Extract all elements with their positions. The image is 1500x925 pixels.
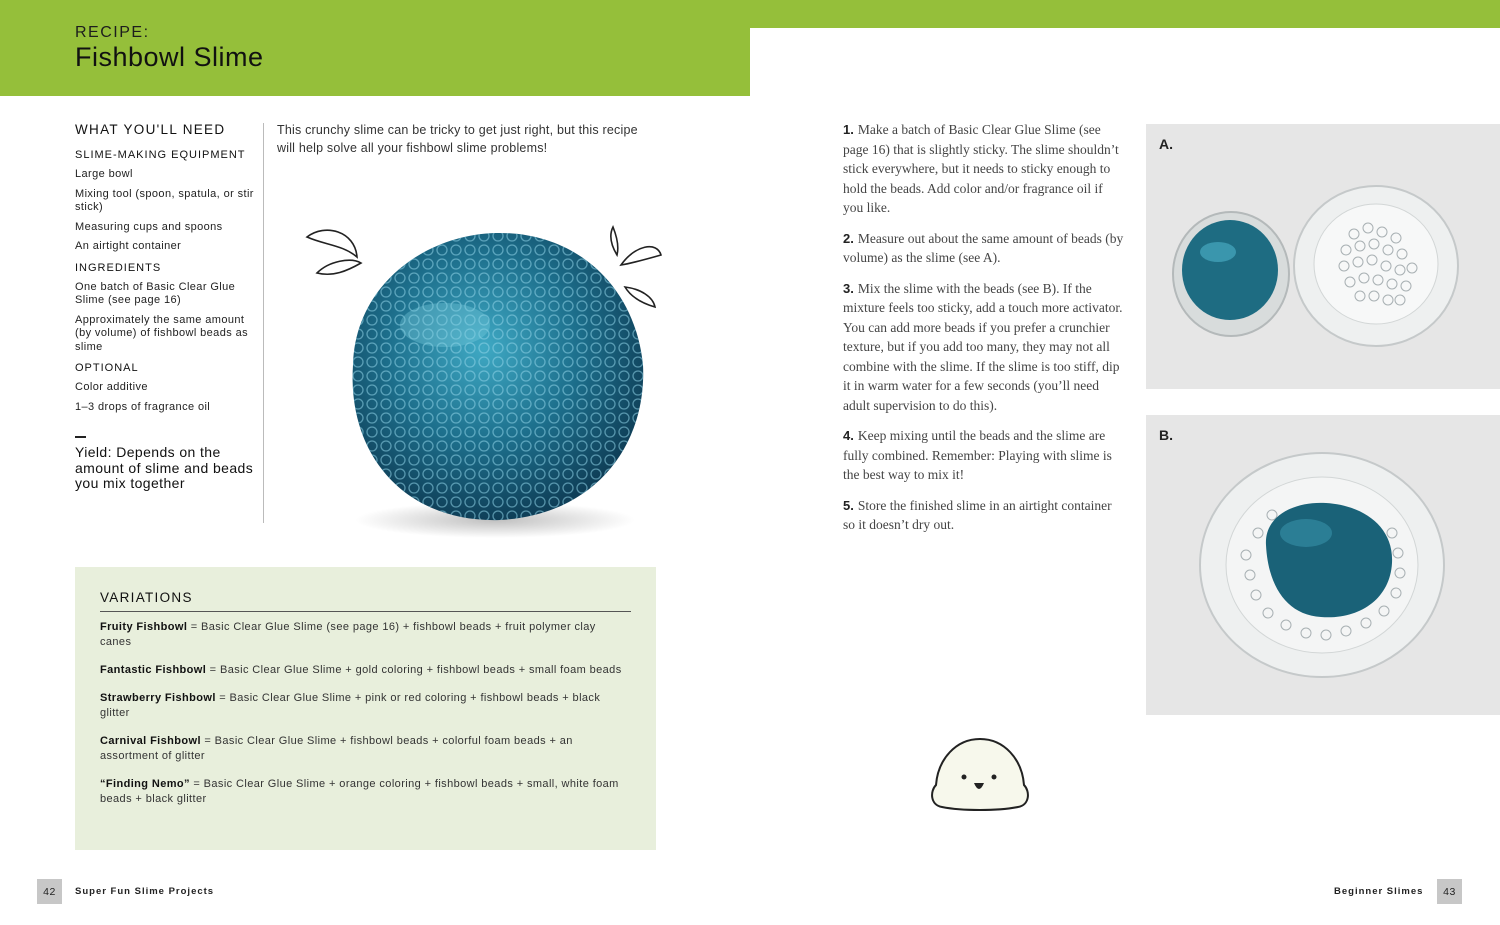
optional-item: Color additive (75, 381, 148, 393)
yield-divider (75, 436, 86, 438)
step-number: 5. (843, 497, 854, 513)
step-item (843, 279, 1125, 416)
variation-name: “Finding Nemo” (100, 778, 190, 790)
instruction-steps (843, 120, 1125, 546)
variation-name: Fruity Fishbowl (100, 621, 188, 633)
variation-name: Fantastic Fishbowl (100, 664, 207, 676)
optional-item: 1–3 drops of fragrance oil (75, 400, 211, 413)
page-number-left: 42 (37, 879, 62, 904)
variations-heading: VARIATIONS (100, 590, 631, 612)
what-you-need (75, 122, 255, 492)
optional-heading: OPTIONAL (75, 362, 139, 374)
variation-item (100, 734, 625, 764)
step-text: Mix the slime with the beads (see B). If the mixture feels too sticky, add a touch more activator. You can add more beads if you prefer a crunchier texture, but if you add too many, they may not all combine with the slime. If the slime is too stiff, dip it in warm water for a few seconds (you’ll need adult supervision to do this). (843, 280, 1123, 413)
equipment-item: Measuring cups and spoons (75, 220, 223, 233)
variation-item (100, 691, 625, 721)
ingredient-item: One batch of Basic Clear Glue Slime (see page 16) (75, 280, 236, 306)
fishbowl-slime-image (295, 215, 675, 545)
photo-a-label: A. (1159, 136, 1173, 152)
needs-heading: WHAT YOU'LL NEED (75, 122, 226, 137)
variation-item (100, 620, 625, 650)
equipment-heading: SLIME-MAKING EQUIPMENT (75, 149, 246, 161)
intro-text: This crunchy slime can be tricky to get just right, but this recipe will help solve all your fishbowl slime problems! (277, 123, 638, 155)
slime-and-beads-bowls-image (1146, 124, 1500, 389)
step-item (843, 120, 1125, 218)
yield-text: Yield: Depends on the amount of slime and beads you mix together (75, 444, 254, 491)
page-number-right: 43 (1437, 879, 1462, 904)
step-text: Store the finished slime in an airtight container so it doesn’t dry out. (843, 497, 1112, 532)
step-number: 4. (843, 428, 854, 443)
step-item (843, 496, 1125, 535)
slime-mixed-with-beads-image (1146, 415, 1500, 715)
step-text: Make a batch of Basic Clear Glue Slime (see page 16) that is slightly sticky. The slime shouldn’t stick everywhere, but it needs to sticky enough to hold the beads. Add color and/or fragrance oil if you like. (843, 122, 1119, 215)
variation-item (100, 777, 625, 807)
variation-text: = Basic Clear Glue Slime + fishbowl beads + colorful foam beads + an assortment of glitter (100, 735, 573, 762)
step-item (843, 426, 1125, 485)
step-item (843, 229, 1125, 268)
equipment-item: An airtight container (75, 240, 182, 252)
variation-text: = Basic Clear Glue Slime + orange coloring + fishbowl beads + small, white foam beads + black glitter (100, 778, 619, 805)
variation-text: = Basic Clear Glue Slime (see page 16) + fishbowl beads + fruit polymer clay canes (100, 621, 596, 648)
step-number: 1. (843, 122, 854, 137)
recipe-header (0, 0, 750, 96)
step-text: Keep mixing until the beads and the slime are fully combined. Remember: Playing with slime is the best way to mix it! (843, 428, 1112, 482)
step-text: Measure out about the same amount of beads (by volume) as the slime (see A). (843, 230, 1124, 265)
equipment-item: Mixing tool (spoon, spatula, or stir stick) (75, 187, 254, 213)
variation-name: Carnival Fishbowl (100, 735, 201, 747)
equipment-item: Large bowl (75, 168, 133, 180)
variation-item (100, 663, 625, 678)
slime-mascot-icon (928, 735, 1032, 817)
ingredients-heading: INGREDIENTS (75, 261, 162, 274)
ingredient-item: Approximately the same amount (by volume) of fishbowl beads as slime (75, 313, 248, 353)
variations-box (75, 567, 656, 850)
photo-b-label: B. (1159, 427, 1173, 443)
recipe-kicker: RECIPE: (75, 24, 150, 41)
column-divider (263, 123, 264, 523)
photo-a (1146, 124, 1500, 389)
step-number: 3. (843, 280, 854, 296)
variation-text: = Basic Clear Glue Slime + pink or red coloring + fishbowl beads + black glitter (100, 692, 601, 719)
photo-b (1146, 415, 1500, 715)
variation-text: = Basic Clear Glue Slime + gold coloring + fishbowl beads + small foam beads (206, 664, 622, 676)
footer-book-title: Super Fun Slime Projects (75, 886, 215, 897)
page-title: Fishbowl Slime (75, 42, 264, 72)
step-number: 2. (843, 230, 854, 246)
variation-name: Strawberry Fishbowl (100, 692, 216, 704)
footer-section-title: Beginner Slimes (1334, 886, 1424, 897)
